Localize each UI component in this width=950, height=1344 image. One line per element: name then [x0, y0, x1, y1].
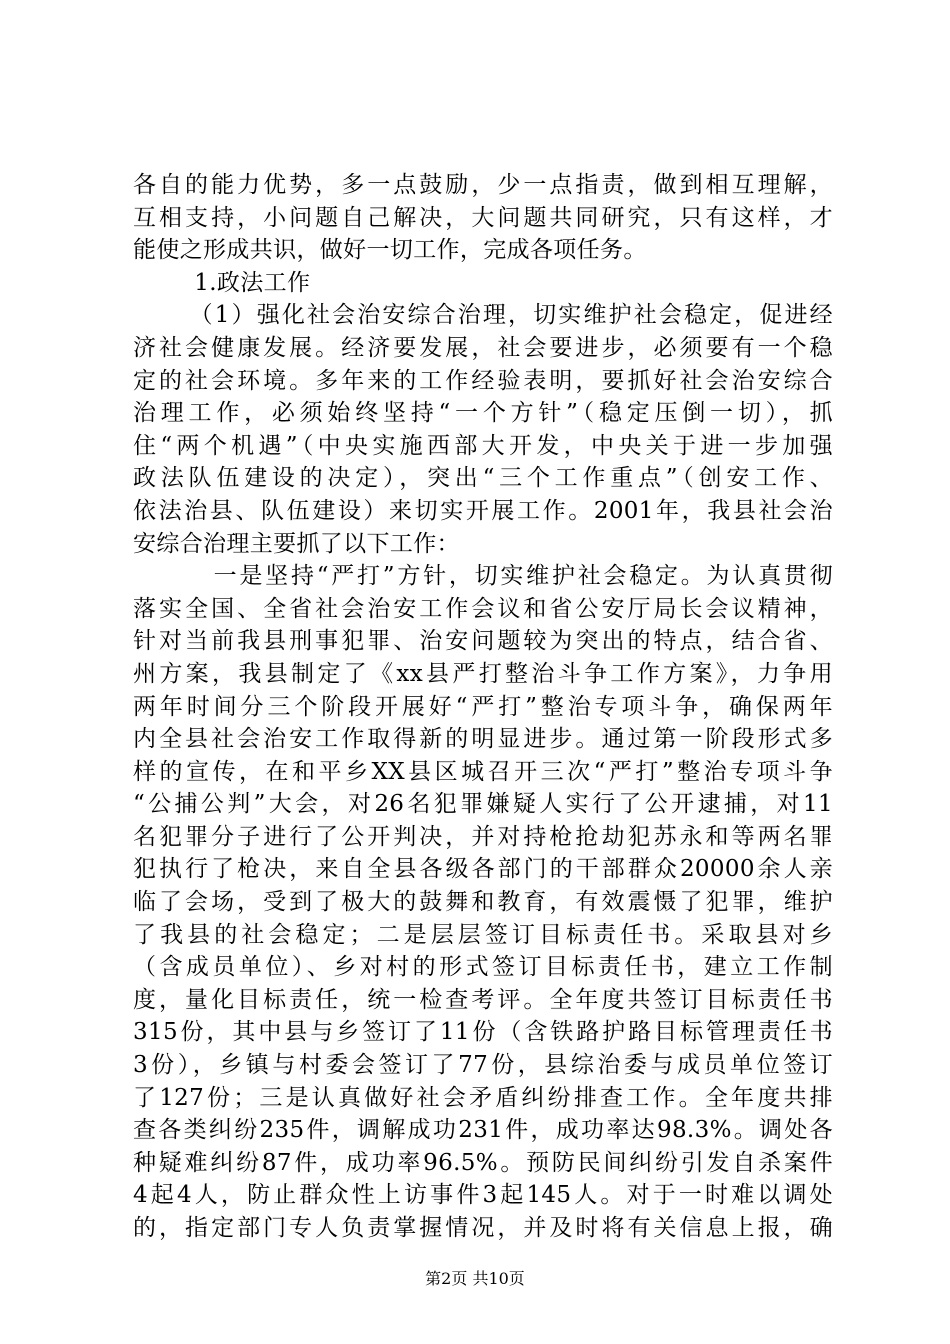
text-line: 犯执行了枪决，来自全县各级各部门的干部群众20000余人亲	[133, 856, 833, 883]
text-line: （含成员单位）、乡对村的形式签订目标责任书，建立工作制	[133, 954, 833, 981]
text-line: 了我县的社会稳定；二是层层签订目标责任书。采取县对乡	[133, 921, 833, 948]
text-line: 度，量化目标责任，统一检查考评。全年度共签订目标责任书	[133, 986, 833, 1013]
text-line: 4起4人，防止群众性上访事件3起145人。对于一时难以调处	[133, 1182, 833, 1209]
text-line: 查各类纠纷235件，调解成功231件，成功率达98.3%。调处各	[133, 1117, 833, 1144]
text-line: 种疑难纠纷87件，成功率96.5%。预防民间纠纷引发自杀案件	[133, 1149, 833, 1176]
text-line: （1）强化社会治安综合治理，切实维护社会稳定，促进经	[133, 302, 833, 329]
text-line: 住“两个机遇”（中央实施西部大开发，中央关于进一步加强	[133, 432, 833, 459]
text-line: 315份，其中县与乡签订了11份（含铁路护路目标管理责任书	[133, 1019, 833, 1046]
text-line: 3份），乡镇与村委会签订了77份，县综治委与成员单位签订	[133, 1052, 833, 1079]
text-line: 州方案，我县制定了《xx县严打整治斗争工作方案》，力争用	[133, 660, 833, 687]
text-line: 政法队伍建设的决定），突出“三个工作重点”（创安工作、	[133, 465, 833, 492]
text-line: 样的宣传，在和平乡XX县区城召开三次“严打”整治专项斗争	[133, 758, 833, 785]
text-line: 针对当前我县刑事犯罪、治安问题较为突出的特点，结合省、	[133, 628, 833, 655]
text-line: 内全县社会治安工作取得新的明显进步。通过第一阶段形式多	[133, 726, 833, 753]
section-heading: 1.政法工作	[133, 269, 311, 296]
text-line: 定的社会环境。多年来的工作经验表明，要抓好社会治安综合	[133, 367, 833, 394]
body-text	[133, 169, 833, 1245]
text-line: 临了会场，受到了极大的鼓舞和教育，有效震慑了犯罪，维护	[133, 889, 833, 916]
text-line: 一是坚持“严打”方针，切实维护社会稳定。为认真贯彻	[133, 563, 833, 590]
text-line: 治理工作，必须始终坚持“一个方针”（稳定压倒一切），抓	[133, 400, 833, 427]
text-line: 落实全国、全省社会治安工作会议和省公安厅局长会议精神，	[133, 595, 833, 622]
text-line: 依法治县、队伍建设）来切实开展工作。2001年，我县社会治	[133, 497, 833, 524]
text-line: 两年时间分三个阶段开展好“严打”整治专项斗争，确保两年	[133, 693, 833, 720]
text-line: 各自的能力优势，多一点鼓励，少一点指责，做到相互理解，	[133, 172, 833, 198]
text-line: 能使之形成共识，做好一切工作，完成各项任务。	[133, 237, 647, 264]
text-line: 名犯罪分子进行了公开判决，并对持枪抢劫犯苏永和等两名罪	[133, 823, 833, 850]
text-line: 济社会健康发展。经济要发展，社会要进步，必须要有一个稳	[133, 334, 833, 361]
text-line: 了127份；三是认真做好社会矛盾纠纷排查工作。全年度共排	[133, 1084, 833, 1111]
text-line: 的，指定部门专人负责掌握情况，并及时将有关信息上报，确	[133, 1215, 833, 1241]
text-line: “公捕公判”大会，对26名犯罪嫌疑人实行了公开逮捕，对11	[133, 791, 833, 818]
page-number-footer: 第2页 共10页	[425, 1269, 525, 1288]
text-line: 安综合治理主要抓了以下工作：	[133, 530, 460, 557]
text-line: 互相支持，小问题自己解决，大问题共同研究，只有这样，才	[133, 204, 833, 231]
